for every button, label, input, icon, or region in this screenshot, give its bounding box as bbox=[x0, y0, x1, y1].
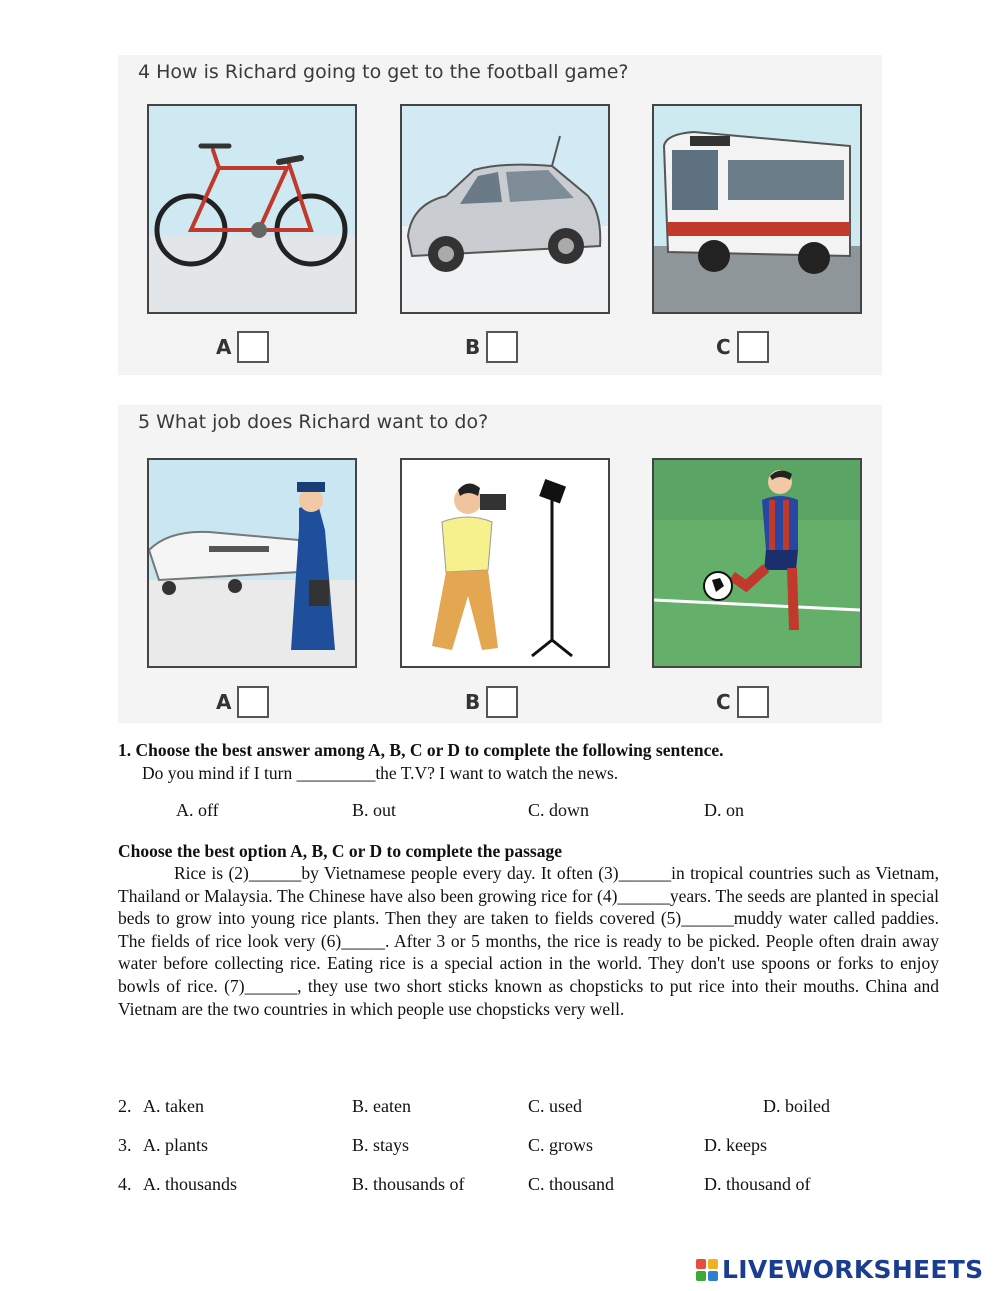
q5-option-b-letter: B bbox=[465, 690, 481, 714]
question-4-option-b[interactable]: B. thousands of bbox=[352, 1174, 465, 1194]
question-4-number: 4. bbox=[118, 1174, 132, 1194]
q5-option-a-checkbox[interactable] bbox=[237, 686, 269, 718]
bus-icon bbox=[652, 104, 862, 314]
q5-option-a-letter: A bbox=[216, 690, 232, 714]
question-5-panel bbox=[118, 405, 882, 723]
q4-option-c-checkbox[interactable] bbox=[737, 331, 769, 363]
question-4-option-c[interactable]: C. thousand bbox=[528, 1174, 615, 1194]
q4-option-a-letter: A bbox=[216, 335, 232, 359]
section-1-option-c[interactable]: C. down bbox=[528, 800, 590, 820]
question-4-option-a[interactable]: A. thousands bbox=[143, 1174, 237, 1194]
logo-blocks-icon bbox=[696, 1259, 718, 1281]
question-4-title: 4 How is Richard going to get to the football game? bbox=[138, 61, 629, 83]
question-2-option-d[interactable]: D. boiled bbox=[763, 1096, 830, 1116]
section-1-sentence: Do you mind if I turn _________the T.V? I want to watch the news. bbox=[142, 763, 619, 783]
section-1-option-a[interactable]: A. off bbox=[176, 800, 219, 820]
question-4-option-d[interactable]: D. thousand of bbox=[704, 1174, 811, 1194]
q5-option-c-checkbox[interactable] bbox=[737, 686, 769, 718]
car-icon bbox=[400, 104, 610, 314]
bicycle-icon bbox=[147, 104, 357, 314]
question-3-number: 3. bbox=[118, 1135, 132, 1155]
section-1-option-d[interactable]: D. on bbox=[704, 800, 744, 820]
logo-text: LIVEWORKSHEETS bbox=[722, 1255, 984, 1284]
question-2-option-a[interactable]: A. taken bbox=[143, 1096, 204, 1116]
question-2-option-b[interactable]: B. eaten bbox=[352, 1096, 411, 1116]
q4-option-a bbox=[216, 331, 269, 363]
q5-option-c-letter: C bbox=[716, 690, 731, 714]
question-3-option-b[interactable]: B. stays bbox=[352, 1135, 410, 1155]
passage-heading: Choose the best option A, B, C or D to complete the passage bbox=[118, 841, 562, 861]
liveworksheets-logo[interactable] bbox=[696, 1255, 983, 1284]
question-2-number: 2. bbox=[118, 1096, 132, 1116]
footballer-icon bbox=[652, 458, 862, 668]
q4-option-b-checkbox[interactable] bbox=[486, 331, 518, 363]
question-3-option-c[interactable]: C. grows bbox=[528, 1135, 594, 1155]
photographer-icon bbox=[400, 458, 610, 668]
logo-block bbox=[708, 1259, 718, 1269]
passage-text: Rice is (2)______by Vietnamese people every day. It often (3)______in tropical countries such as Vietnam, Thailand or Malaysia. The Chinese have also been growing rice for (4)______years. The seeds are planted in special beds to grow into young rice plants. Then they are taken to fields covered (5)______muddy water called paddies. The fields of rice look very (6)_____. After 3 or 5 months, the rice is ready to be picked. People often drain away water before collecting rice. Eating rice is a special action in the world. They don't use spoons or forks to enjoy bowls of rice. (7)______, they use two short sticks known as chopsticks to put rice into their mouths. China and Vietnam are the two countries in which people use chopsticks very well. bbox=[118, 863, 939, 1019]
logo-block bbox=[696, 1259, 706, 1269]
section-1-heading: 1. Choose the best answer among A, B, C or D to complete the following sentence. bbox=[118, 740, 724, 760]
q5-option-c bbox=[716, 686, 769, 718]
question-2-option-c[interactable]: C. used bbox=[528, 1096, 582, 1116]
q5-option-a bbox=[216, 686, 269, 718]
logo-block bbox=[696, 1271, 706, 1281]
question-4-panel bbox=[118, 55, 882, 375]
passage-body bbox=[118, 862, 939, 1020]
section-1-option-b[interactable]: B. out bbox=[352, 800, 397, 820]
q4-option-b bbox=[465, 331, 518, 363]
question-3-option-d[interactable]: D. keeps bbox=[704, 1135, 767, 1155]
pilot-icon bbox=[147, 458, 357, 668]
logo-block bbox=[708, 1271, 718, 1281]
q5-option-b bbox=[465, 686, 518, 718]
q4-option-c-letter: C bbox=[716, 335, 731, 359]
q4-option-c bbox=[716, 331, 769, 363]
q4-option-b-letter: B bbox=[465, 335, 481, 359]
q5-option-b-checkbox[interactable] bbox=[486, 686, 518, 718]
q4-option-a-checkbox[interactable] bbox=[237, 331, 269, 363]
question-3-option-a[interactable]: A. plants bbox=[143, 1135, 208, 1155]
question-5-title: 5 What job does Richard want to do? bbox=[138, 411, 489, 433]
